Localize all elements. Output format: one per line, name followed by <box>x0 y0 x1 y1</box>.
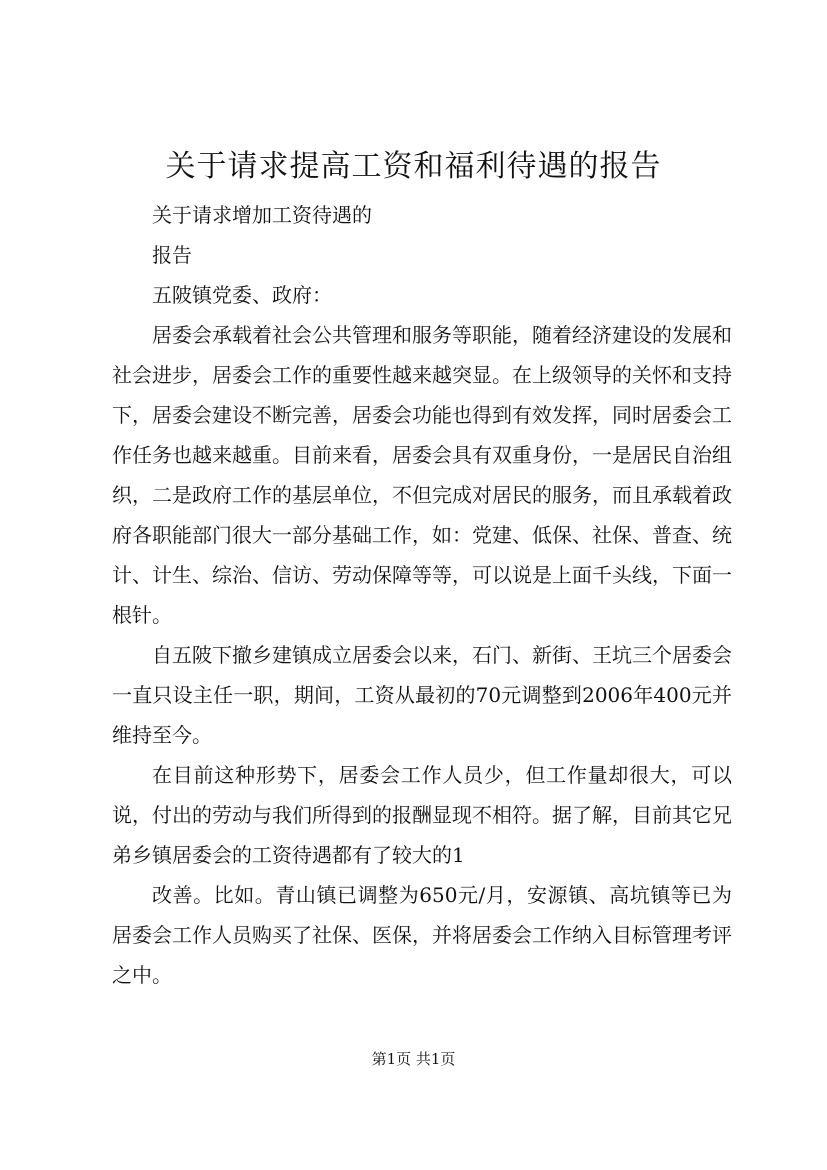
salutation: 五陂镇党委、政府： <box>152 283 332 307</box>
subtitle-line-2: 报告 <box>152 243 192 267</box>
document-title: 关于请求提高工资和福利待遇的报告 <box>165 149 662 184</box>
subtitle-line-1: 关于请求增加工资待遇的 <box>152 203 372 227</box>
paragraph-3: 在目前这种形势下，居委会工作人员少，但工作量却很大，可以说，付出的劳动与我们所得到的报酬显现不相符。据了解，目前其它兄弟乡镇居委会的工资待遇都有了较大的1 <box>112 763 732 867</box>
paragraph-1: 居委会承载着社会公共管理和服务等职能，随着经济建设的发展和社会进步，居委会工作的重要性越来越突显。在上级领导的关怀和支持下，居委会建设不断完善，居委会功能也得到有效发挥，同时居委会工作任务也越来越重。目前来看，居委会具有双重身份，一是居民自治组织，二是政府工作的基层单位，不但完成对居民的服务，而且承载着政府各职能部门很大一部分基础工作，如：党建、低保、社保、普查、统计、计生、综治、信访、劳动保障等等，可以说是上面千头线，下面一根针。 <box>112 323 732 627</box>
paragraph-4: 改善。比如。青山镇已调整为650元/月，安源镇、高坑镇等已为居委会工作人员购买了社保、医保，并将居委会工作纳入目标管理考评之中。 <box>112 883 732 987</box>
paragraph-2: 自五陂下撤乡建镇成立居委会以来，石门、新街、王坑三个居委会一直只设主任一职，期间，工资从最初的70元调整到2006年400元并维持至今。 <box>112 643 732 747</box>
document-body <box>112 195 732 995</box>
page-footer: 第1页 共1页 <box>371 1050 456 1068</box>
